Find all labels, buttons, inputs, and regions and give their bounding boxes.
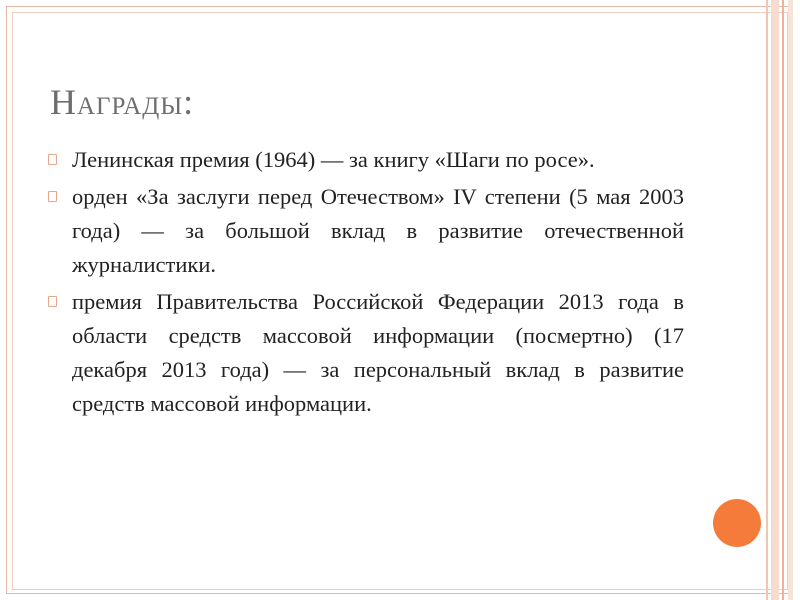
square-bullet-icon (48, 191, 57, 202)
list-item-text: премия Правительства Российской Федерации 2013 года в области средств массовой информации (посмертно) (17 декабря 2013 года) — за персональный вклад в развитие средств массовой информации. (72, 289, 684, 416)
list-item (48, 180, 684, 282)
decorative-stripe (782, 0, 784, 600)
square-bullet-icon (48, 296, 57, 307)
list-item (48, 143, 684, 177)
list-item-text: орден «За заслуги перед Отечеством» IV степени (5 мая 2003 года) — за большой вклад в развитие отечественной журналистики. (72, 184, 684, 277)
decorative-stripe (788, 0, 793, 600)
decorative-stripe (771, 0, 779, 600)
list-item (48, 285, 684, 421)
slide-title: Награды: (50, 82, 195, 122)
bullet-list (48, 143, 684, 424)
list-item-text: Ленинская премия (1964) — за книгу «Шаги по росе». (72, 147, 595, 172)
square-bullet-icon (48, 154, 57, 165)
orange-circle-decoration (713, 499, 761, 547)
decorative-stripe (766, 0, 768, 600)
